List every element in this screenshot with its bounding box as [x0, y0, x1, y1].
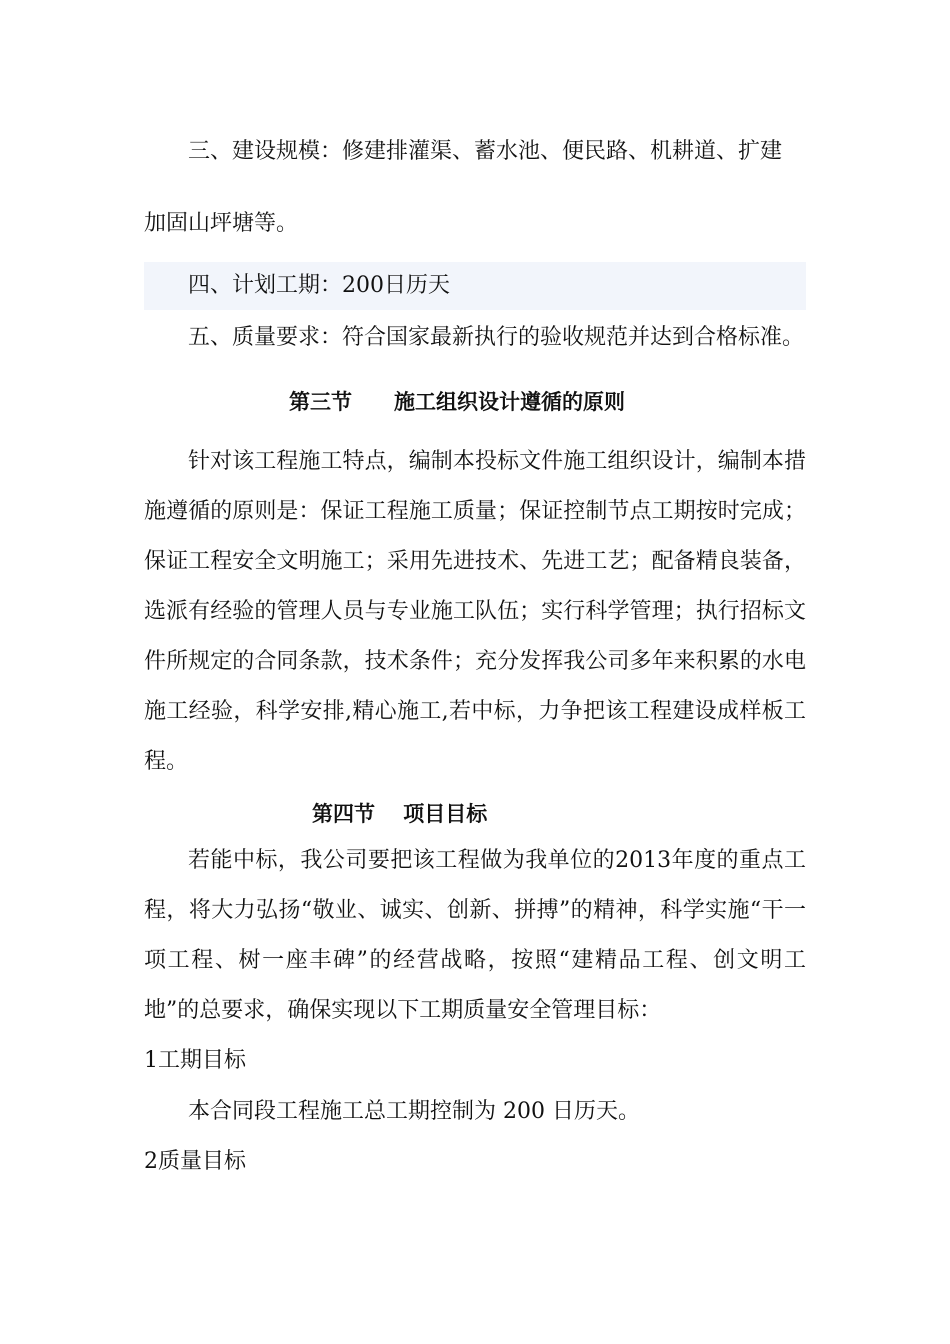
goal-1-text: 本合同段工程施工总工期控制为 200 日历天。	[188, 1099, 640, 1124]
goal-1-title: 1工期目标	[144, 1048, 246, 1073]
section-3-heading: 第三节 施工组织设计遵循的原则	[289, 390, 625, 414]
scale-line-2: 加固山坪塘等。	[144, 211, 299, 236]
scale-line-1: 三、建设规模：修建排灌渠、蓄水池、便民路、机耕道、扩建	[188, 139, 783, 164]
quality-line: 五、质量要求：符合国家最新执行的验收规范并达到合格标准。	[188, 325, 805, 350]
goal-2-title: 2质量目标	[144, 1149, 246, 1174]
schedule-line: 四、计划工期：200日历天	[144, 262, 806, 310]
section-4-paragraph: 若能中标，我公司要把该工程做为我单位的2013年度的重点工程，将大力弘扬“敬业、诚实、创新、拼搏”的精神，科学实施“干一项工程、树一座丰碑”的经营战略，按照“建精品工程、创文明工地”的总要求，确保实现以下工期质量安全管理目标：	[144, 848, 806, 1023]
section-4-heading: 第四节 项目目标	[312, 802, 488, 826]
section-3-paragraph: 针对该工程施工特点，编制本投标文件施工组织设计，编制本措施遵循的原则是：保证工程施工质量；保证控制节点工期按时完成；保证工程安全文明施工；采用先进技术、先进工艺；配备精良装备，选派有经验的管理人员与专业施工队伍；实行科学管理；执行招标文件所规定的合同条款，技术条件；充分发挥我公司多年来积累的水电施工经验，科学安排,精心施工,若中标，力争把该工程建设成样板工程。	[144, 449, 806, 774]
